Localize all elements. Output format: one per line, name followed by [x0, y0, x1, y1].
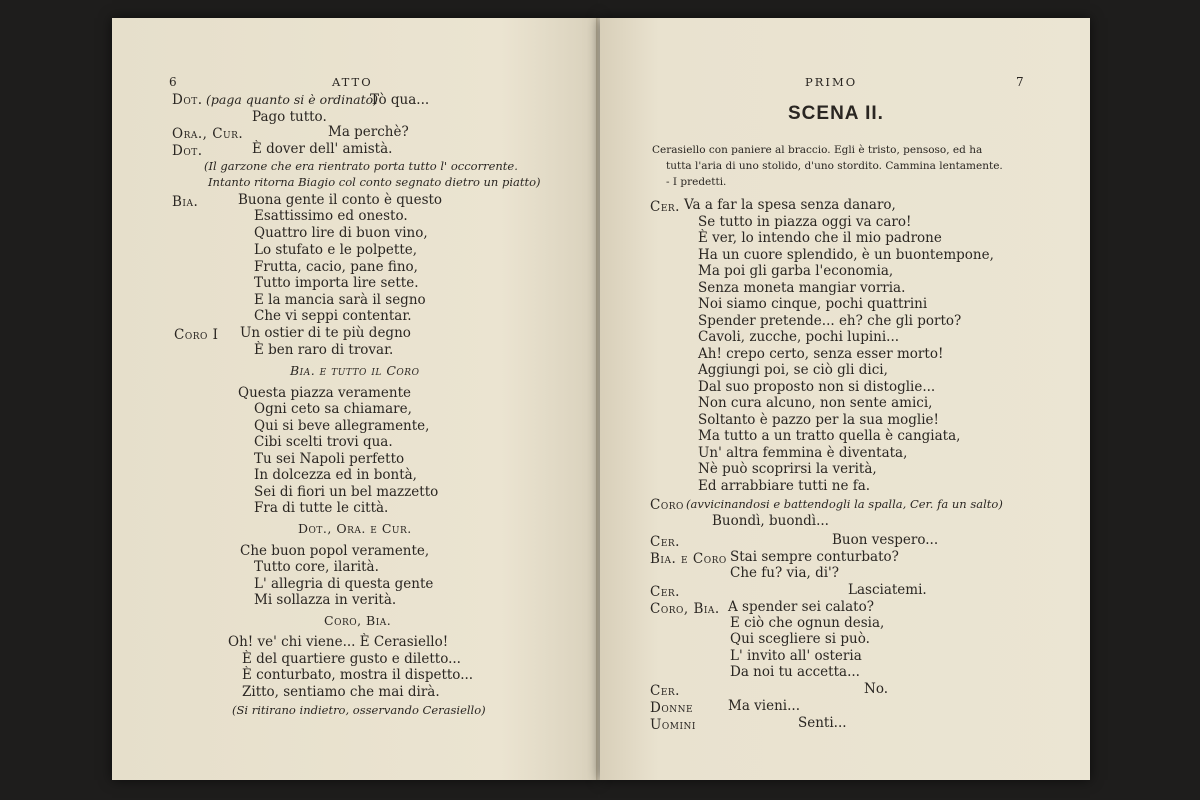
stage-direction: (Il garzone che era rientrato porta tutto l' occorrente.: [204, 159, 518, 173]
verse-line: È ver, lo intendo che il mio padrone: [698, 230, 942, 246]
speaker: Dot.: [172, 92, 203, 108]
speaker: Uomini: [650, 717, 696, 733]
verse-line: Tò qua...: [370, 92, 430, 108]
verse-line: Va a far la spesa senza danaro,: [684, 197, 896, 213]
verse-line: Cibi scelti trovi qua.: [254, 434, 393, 450]
verse-line: Lasciatemi.: [848, 582, 927, 598]
verse-line: Soltanto è pazzo per la sua moglie!: [698, 412, 939, 428]
verse-line: Oh! ve' chi viene... È Cerasiello!: [228, 634, 449, 650]
verse-line: Dal suo proposto non si distoglie...: [698, 379, 936, 395]
speaker: Dot.: [172, 143, 203, 159]
verse-line: È conturbato, mostra il dispetto...: [242, 667, 474, 683]
verse-line: Noi siamo cinque, pochi quattrini: [698, 296, 928, 312]
verse-line: Senza moneta mangiar vorria.: [698, 280, 906, 296]
verse-line: No.: [864, 681, 888, 697]
stage-direction: (avvicinandosi e battendogli la spalla, Cer. fa un salto): [686, 497, 1003, 511]
verse-line: Ma vieni...: [728, 698, 800, 714]
scene-title: SCENA II.: [788, 103, 884, 124]
verse-line: Quattro lire di buon vino,: [254, 225, 428, 241]
speaker: Coro, Bia.: [650, 601, 720, 617]
verse-line: Senti...: [798, 715, 847, 731]
verse-line: Che fu? via, di'?: [730, 565, 840, 581]
verse-line: L' allegria di questa gente: [254, 576, 434, 592]
verse-line: Da noi tu accetta...: [730, 664, 860, 680]
stage-direction: (paga quanto si è ordinato): [206, 92, 379, 107]
verse-line: A spender sei calato?: [728, 599, 874, 615]
verse-line: Spender pretende... eh? che gli porto?: [698, 313, 962, 329]
verse-line: Ha un cuore splendido, è un buontempone,: [698, 247, 994, 263]
verse-line: Buona gente il conto è questo: [238, 192, 443, 208]
verse-line: Tutto importa lire sette.: [254, 275, 419, 291]
verse-line: Aggiungi poi, se ciò gli dici,: [698, 362, 888, 378]
verse-line: Zitto, sentiamo che mai dirà.: [242, 684, 440, 700]
speaker: Ora., Cur.: [172, 126, 244, 142]
scene-description: - I predetti.: [666, 176, 727, 188]
verse-line: Buondì, buondì...: [712, 513, 829, 529]
section-heading: Dot., Ora. e Cur.: [298, 521, 412, 536]
speaker: Coro: [650, 497, 684, 513]
verse-line: Non cura alcuno, non sente amici,: [698, 395, 933, 411]
page-header: ATTO: [332, 75, 373, 89]
speaker: Bia. e Coro: [650, 551, 727, 567]
stage-direction: Intanto ritorna Biagio col conto segnato dietro un piatto): [208, 175, 541, 189]
page-number: 6: [169, 75, 177, 89]
section-heading: Bia. e tutto il Coro: [290, 363, 420, 378]
verse-line: Ma perchè?: [328, 124, 409, 140]
verse-line: Esattissimo ed onesto.: [254, 208, 408, 224]
stage-direction: (Si ritirano indietro, osservando Cerasiello): [232, 703, 486, 717]
verse-line: Ed arrabbiare tutti ne fa.: [698, 478, 871, 494]
speaker: Cer.: [650, 534, 680, 550]
verse-line: Ma poi gli garba l'economia,: [698, 263, 894, 279]
verse-line: Qui scegliere si può.: [730, 631, 870, 647]
verse-line: Stai sempre conturbato?: [730, 549, 899, 565]
verse-line: Mi sollazza in verità.: [254, 592, 397, 608]
speaker: Coro I: [174, 327, 219, 343]
section-heading: Coro, Bia.: [324, 613, 392, 628]
left-page: [112, 18, 598, 780]
speaker: Cer.: [650, 584, 680, 600]
verse-line: In dolcezza ed in bontà,: [254, 467, 417, 483]
verse-line: Buon vespero...: [832, 532, 939, 548]
verse-line: Cavoli, zucche, pochi lupini...: [698, 329, 900, 345]
verse-line: Tutto core, ilarità.: [254, 559, 379, 575]
verse-line: Fra di tutte le città.: [254, 500, 389, 516]
verse-line: Frutta, cacio, pane fino,: [254, 259, 418, 275]
speaker: Cer.: [650, 683, 680, 699]
speaker: Bia.: [172, 194, 199, 210]
verse-line: Se tutto in piazza oggi va caro!: [698, 214, 912, 230]
scene-description: Cerasiello con paniere al braccio. Egli è tristo, pensoso, ed ha: [652, 144, 983, 156]
verse-line: Nè può scoprirsi la verità,: [698, 461, 877, 477]
speaker: Donne: [650, 700, 694, 716]
verse-line: L' invito all' osteria: [730, 648, 862, 664]
verse-line: Un ostier di te più degno: [240, 325, 411, 341]
verse-line: Lo stufato e le polpette,: [254, 242, 418, 258]
page-number: 7: [1016, 75, 1024, 89]
verse-line: Ah! crepo certo, senza esser morto!: [698, 346, 944, 362]
verse-line: E la mancia sarà il segno: [254, 292, 426, 308]
verse-line: Un' altra femmina è diventata,: [698, 445, 908, 461]
scene-description: tutta l'aria di uno stolido, d'uno stordito. Cammina lentamente.: [666, 160, 1003, 172]
right-page: [600, 18, 1090, 780]
verse-line: Ma tutto a un tratto quella è cangiata,: [698, 428, 961, 444]
verse-line: È dover dell' amistà.: [252, 141, 393, 157]
verse-line: Questa piazza veramente: [238, 385, 412, 401]
speaker: Cer.: [650, 199, 680, 215]
verse-line: E ciò che ognun desia,: [730, 615, 885, 631]
verse-line: Ogni ceto sa chiamare,: [254, 401, 412, 417]
verse-line: Sei di fiori un bel mazzetto: [254, 484, 439, 500]
verse-line: Tu sei Napoli perfetto: [254, 451, 405, 467]
page-header: PRIMO: [805, 75, 858, 89]
verse-line: Qui si beve allegramente,: [254, 418, 430, 434]
verse-line: Che vi seppi contentar.: [254, 308, 412, 324]
verse-line: Che buon popol veramente,: [240, 543, 430, 559]
verse-line: È ben raro di trovar.: [254, 342, 394, 358]
verse-line: Pago tutto.: [252, 109, 327, 125]
verse-line: È del quartiere gusto e diletto...: [242, 651, 461, 667]
